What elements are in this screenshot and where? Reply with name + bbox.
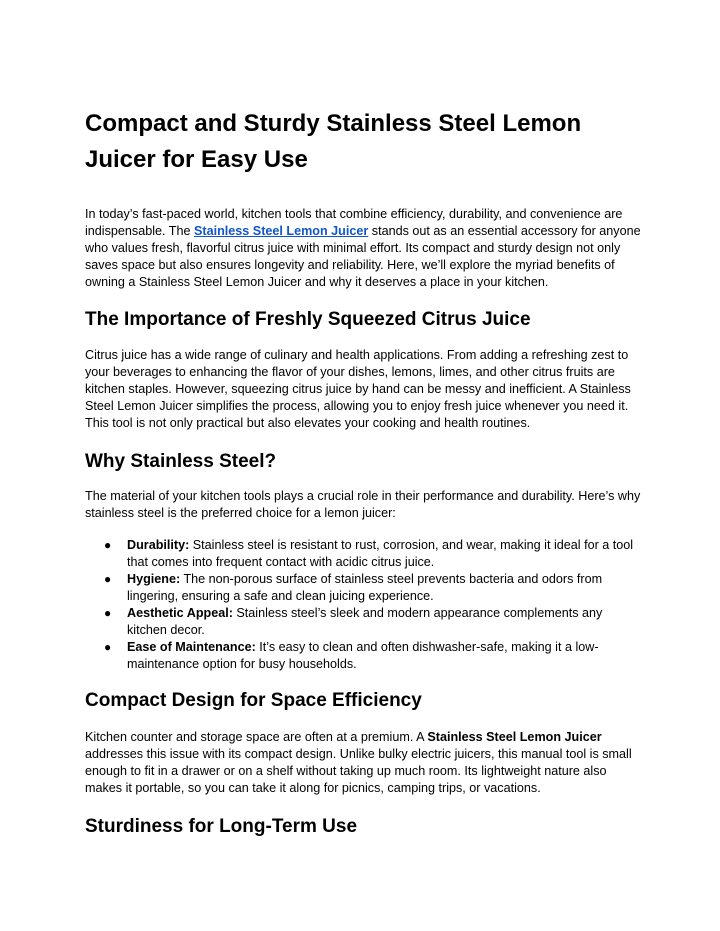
list-item <box>85 537 645 571</box>
why-stainless-paragraph: The material of your kitchen tools plays a crucial role in their performance and durability. Here’s why stainless steel is the preferred choice for a lemon juicer: <box>85 489 641 520</box>
section-heading-importance: The Importance of Freshly Squeezed Citrus Juice <box>85 309 531 330</box>
intro-text-after-link: stands out as an essential accessory for anyone who values fresh, flavorful citrus juice with minimal effort. Its compact and sturdy design not only saves space but also ensures longevity and reliability. Here, we’ll explore the myriad benefits of owning a Stainless Steel Lemon Juicer and why it deserves a place in your kitchen. <box>85 224 641 289</box>
bullet-icon: ● <box>104 572 112 586</box>
compact-text-before-bold: Kitchen counter and storage space are often at a premium. A <box>85 730 428 744</box>
bullet-icon: ● <box>104 606 112 620</box>
list-item-term: Ease of Maintenance: <box>127 640 256 654</box>
section-heading-compact-design: Compact Design for Space Efficiency <box>85 690 422 711</box>
document-title: Compact and Sturdy Stainless Steel Lemon Juicer for Easy Use <box>85 110 582 173</box>
list-item-term: Durability: <box>127 538 190 552</box>
list-item-text: Stainless steel is resistant to rust, corrosion, and wear, making it ideal for a tool that comes into frequent contact with acidic citrus juice. <box>127 538 634 569</box>
bullet-icon: ● <box>104 538 112 552</box>
list-item-text: The non-porous surface of stainless steel prevents bacteria and odors from lingering, ensuring a safe and clean juicing experience. <box>127 572 603 603</box>
benefits-list <box>85 537 645 673</box>
compact-text-after-bold: addresses this issue with its compact design. Unlike bulky electric juicers, this manual tool is small enough to fit in a drawer or on a shelf without taking up much room. Its lightweight nature also makes it portable, so you can take it along for picnics, camping trips, or vacations. <box>85 747 632 795</box>
list-item-term: Aesthetic Appeal: <box>127 606 233 620</box>
intro-text-before-link: In today’s fast-paced world, kitchen tools that combine efficiency, durability, and convenience are indispensable. The <box>85 207 623 238</box>
list-item <box>85 605 645 639</box>
section-heading-why-stainless: Why Stainless Steel? <box>85 451 277 472</box>
compact-design-paragraph <box>85 729 645 797</box>
importance-paragraph: Citrus juice has a wide range of culinary and health applications. From adding a refreshing zest to your beverages to enhancing the flavor of your dishes, lemons, limes, and other citrus fruits are kitchen staples. However, squeezing citrus juice by hand can be messy and inefficient. A Stainless Steel Lemon Juicer simplifies the process, allowing you to enjoy fresh juice whenever you need it. This tool is not only practical but also elevates your cooking and health routines. <box>85 348 631 430</box>
list-item <box>85 571 645 605</box>
list-item <box>85 639 645 673</box>
stainless-steel-lemon-juicer-link[interactable]: Stainless Steel Lemon Juicer <box>194 224 369 238</box>
bullet-icon: ● <box>104 640 112 654</box>
compact-bold-product-name: Stainless Steel Lemon Juicer <box>427 730 602 744</box>
list-item-text: Stainless steel’s sleek and modern appearance complements any kitchen decor. <box>127 606 603 637</box>
list-item-term: Hygiene: <box>127 572 181 586</box>
intro-paragraph <box>85 206 645 291</box>
section-heading-sturdiness: Sturdiness for Long-Term Use <box>85 816 358 837</box>
list-item-text: It’s easy to clean and often dishwasher-safe, making it a low-maintenance option for busy households. <box>127 640 599 671</box>
